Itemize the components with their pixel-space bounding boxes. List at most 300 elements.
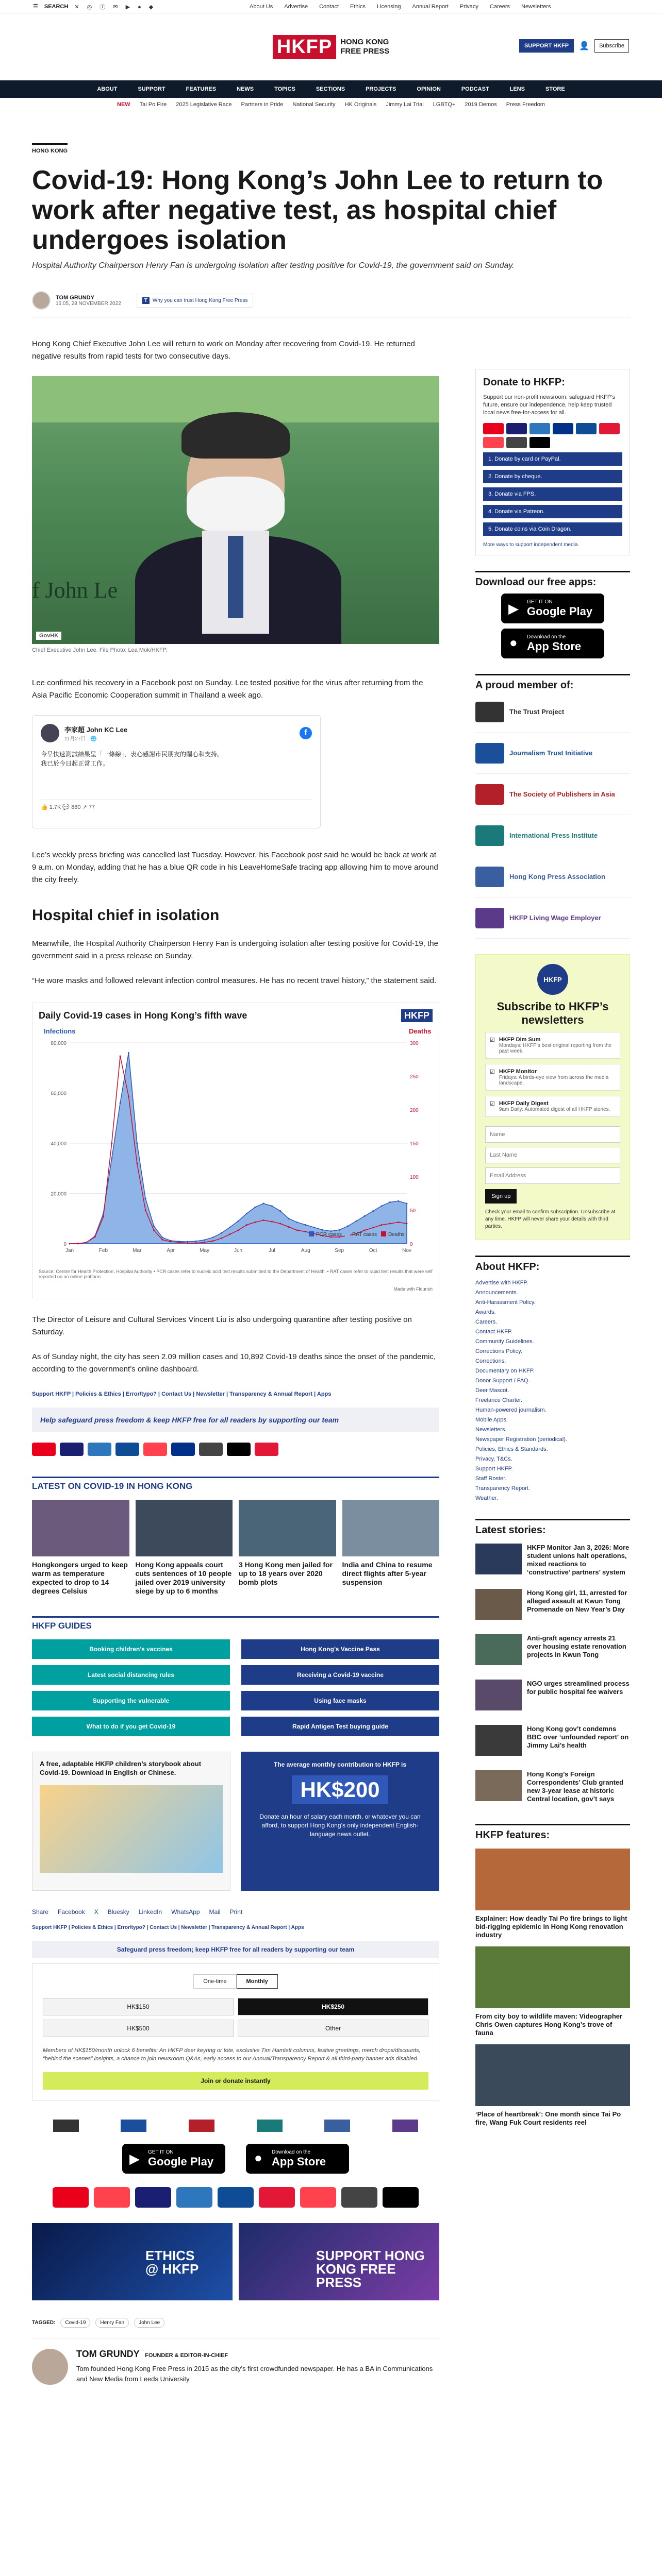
- x-tick: Jun: [234, 1248, 243, 1253]
- y-tick-right: 0: [410, 1242, 413, 1247]
- x-tick: Jul: [269, 1248, 275, 1253]
- as-small: Download on the: [527, 634, 566, 640]
- newsletter-signup-button[interactable]: Sign up: [485, 1189, 517, 1204]
- amount-option[interactable]: Other: [238, 2020, 428, 2037]
- donate-option[interactable]: 3. Donate via FPS.: [483, 487, 622, 501]
- guide-button[interactable]: Rapid Antigen Test buying guide: [241, 1717, 439, 1736]
- tab-monthly[interactable]: Monthly: [237, 1974, 278, 1989]
- section-heading: Hospital chief in isolation: [32, 907, 220, 924]
- covid-card-title[interactable]: 3 Hong Kong men jailed for up to 18 years over 2020 bomb plots: [239, 1561, 333, 1586]
- about-link[interactable]: Deer Mascot.: [475, 1387, 509, 1394]
- donate-promo[interactable]: [241, 1752, 439, 1891]
- latest-title[interactable]: HKFP Monitor Jan 3, 2026: More student unions halt operations, mixed reactions to ‘constructive’ partners’ system: [527, 1544, 630, 1576]
- y-tick-left: 80,000: [51, 1041, 67, 1046]
- guide-button[interactable]: What to do if you get Covid-19: [32, 1717, 230, 1736]
- death-point: [153, 1230, 155, 1231]
- trending-item[interactable]: Jimmy Lai Trial: [386, 101, 424, 108]
- article-title: Covid-19: Hong Kong’s John Lee to return to work after negative test, as hospital chief undergoes isolation: [32, 165, 603, 255]
- user-icon[interactable]: 👤: [579, 42, 590, 50]
- about-link[interactable]: Newsletters.: [475, 1427, 507, 1433]
- about-link[interactable]: Contact HKFP.: [475, 1329, 512, 1335]
- death-point: [161, 1239, 163, 1241]
- chart-source: Source: Centre for Health Protection, Hospital Authority • PCR cases refer to nucleic acid test results submitted to the Department of Health. • RAT cases refer to rapid test results that were self reported on an online platform.: [39, 1269, 433, 1279]
- page-container: [32, 111, 630, 2576]
- y-tick-right: 300: [410, 1041, 419, 1046]
- about-link[interactable]: Community Guidelines.: [475, 1338, 534, 1345]
- photo-tag: GovHK: [36, 632, 61, 640]
- infection-point: [398, 1200, 399, 1202]
- top-link-licensing[interactable]: Licensing: [377, 3, 401, 10]
- infection-point: [355, 1221, 357, 1222]
- search-link[interactable]: SEARCH: [44, 3, 69, 10]
- death-point: [212, 1240, 213, 1242]
- jti-logo: [121, 2120, 146, 2132]
- infection-point: [271, 1205, 273, 1207]
- join-button[interactable]: Join or donate instantly: [43, 2072, 428, 2090]
- fb-counts: 👍 1.7K 💬 880 ↗ 77: [41, 799, 312, 810]
- amex-icon: [529, 423, 550, 434]
- trending-item[interactable]: Tai Po Fire: [139, 101, 167, 108]
- feature-item[interactable]: [475, 2044, 630, 2127]
- app-store-button[interactable]: [246, 2144, 349, 2174]
- newsletter-option-desc: Mondays: HKFP’s best original reporting from the past week.: [499, 1043, 612, 1054]
- top-link-advertise[interactable]: Advertise: [284, 3, 308, 10]
- author-box: [32, 2338, 439, 2385]
- death-point: [86, 1242, 87, 1243]
- latest-thumb: [475, 1589, 522, 1620]
- nav-opinion[interactable]: OPINION: [417, 86, 441, 92]
- main-nav: [0, 80, 662, 98]
- tagged-label: TAGGED:: [32, 2320, 56, 2326]
- feature-item[interactable]: [475, 1946, 630, 2037]
- legend-swatch: [345, 1231, 350, 1236]
- covid-card[interactable]: [239, 1500, 336, 1596]
- unionpay-icon: [259, 2187, 295, 2208]
- donate-option[interactable]: 1. Donate by card or PayPal.: [483, 452, 622, 466]
- donate-promo-amount: HK$200: [292, 1775, 388, 1804]
- subscribe-button[interactable]: Subscribe: [594, 39, 629, 53]
- infection-point: [372, 1210, 374, 1212]
- donate-text: Support our non-profit newsroom: safeguard HKFP’s future, ensure our independence, help keep trusted local news free-for-access for all.: [483, 394, 615, 416]
- death-point: [263, 1219, 264, 1221]
- death-point: [69, 1243, 71, 1245]
- chart-credit[interactable]: Made with Flourish: [393, 1286, 433, 1292]
- feature-image: [475, 1946, 630, 2008]
- covid-heading: LATEST ON COVID-19 IN HONG KONG: [32, 1477, 439, 1492]
- right-axis-label: Deaths: [409, 1027, 432, 1035]
- gp-big: Google Play: [148, 2155, 214, 2168]
- share-linkedin[interactable]: LinkedIn: [138, 1908, 162, 1916]
- newsletter-widget: [475, 954, 630, 1240]
- top-link-ethics[interactable]: Ethics: [350, 3, 366, 10]
- x-tick: Oct: [369, 1248, 377, 1253]
- newsletter-field-name[interactable]: [485, 1126, 620, 1143]
- guide-button[interactable]: Hong Kong’s Vaccine Pass: [241, 1639, 439, 1659]
- donate-option[interactable]: 5. Donate coins via Coin Dragon.: [483, 522, 622, 536]
- newsletter-field-last-name[interactable]: [485, 1147, 620, 1163]
- nav-about[interactable]: ABOUT: [97, 86, 118, 92]
- as-small: Download on the: [272, 2149, 311, 2155]
- app-badges-main: [32, 2144, 439, 2174]
- covid-card[interactable]: [32, 1500, 129, 1596]
- death-point: [305, 1231, 306, 1232]
- infection-point: [103, 1213, 104, 1214]
- y-tick-right: 150: [410, 1141, 419, 1147]
- support-promo[interactable]: SUPPORT HONG KONG FREE PRESS: [239, 2223, 439, 2300]
- about-link[interactable]: Privacy, T&Cs.: [475, 1456, 512, 1462]
- x-tick: Mar: [133, 1248, 142, 1253]
- top-link-careers[interactable]: Careers: [489, 3, 510, 10]
- promo-row: [32, 1752, 439, 1891]
- newsletter-option-title: HKFP Monitor: [499, 1069, 537, 1075]
- trending-item[interactable]: 2025 Legislative Race: [176, 101, 232, 108]
- trust-link[interactable]: [137, 294, 254, 308]
- newsletter-note: Check your email to confirm subscription. Unsubscribe at any time. HKFP will never share your details with third parties.: [485, 1209, 616, 1229]
- feature-title[interactable]: ‘Place of heartbreak’: One month since Tai Po fire, Wang Fuk Court residents reel: [475, 2110, 621, 2126]
- checkbox[interactable]: ☑: [490, 1101, 495, 1107]
- about-link[interactable]: Mobile Apps.: [475, 1417, 508, 1423]
- top-link-newsletters[interactable]: Newsletters: [521, 3, 551, 10]
- guide-button[interactable]: Latest social distancing rules: [32, 1665, 230, 1685]
- site-logo[interactable]: [273, 35, 389, 59]
- sopa-logo: [189, 2120, 214, 2132]
- logo-line-2: FREE PRESS: [340, 47, 390, 56]
- newsletter-field-email-address[interactable]: [485, 1167, 620, 1184]
- member-name: Journalism Trust Initiative: [509, 749, 593, 757]
- paragraph: The Director of Leisure and Cultural Services Vincent Liu is also undergoing quarantine after testing positive on Saturday.: [32, 1315, 412, 1336]
- y-tick-left: 20,000: [51, 1191, 67, 1197]
- applepay-icon: [529, 437, 550, 448]
- byline: [32, 291, 630, 310]
- latest-title[interactable]: Anti-graft agency arrests 21 over housing estate renovation projects in Kwun Tong: [527, 1634, 626, 1658]
- infection-point: [238, 1221, 239, 1222]
- about-link[interactable]: Donor Support / FAQ.: [475, 1378, 530, 1384]
- paragraph: Lee confirmed his recovery in a Facebook post on Sunday. Lee tested positive for the virus after returning from the Asia Pacific Economic Cooperation summit in Thailand a week ago.: [32, 679, 423, 700]
- jcb-icon: [576, 423, 597, 434]
- visa-icon: [60, 1443, 84, 1456]
- infections-area: [70, 1053, 407, 1244]
- infection-point: [339, 1229, 340, 1231]
- tag-pill[interactable]: Henry Fan: [95, 2318, 129, 2328]
- latest-list: [475, 1544, 630, 1808]
- latest-item[interactable]: [475, 1544, 630, 1582]
- infection-point: [187, 1241, 188, 1243]
- trending-item[interactable]: Partners in Pride: [241, 101, 284, 108]
- masthead: [0, 13, 662, 80]
- newsletter-option-desc: 9am Daily: Automated digest of all HKFP stories.: [499, 1107, 610, 1112]
- trending-item[interactable]: Press Freedom: [506, 101, 545, 108]
- top-link-annual-report[interactable]: Annual Report: [412, 3, 449, 10]
- covid-card-title[interactable]: India and China to resume direct flights after 5-year suspension: [342, 1561, 433, 1586]
- trending-item[interactable]: LGBTQ+: [433, 101, 456, 108]
- trending-item[interactable]: HK Originals: [344, 101, 377, 108]
- x-tick: Nov: [402, 1248, 411, 1253]
- amount-option[interactable]: HK$250: [238, 1998, 428, 2015]
- nav-topics[interactable]: TOPICS: [274, 86, 295, 92]
- feature-title[interactable]: Explainer: How deadly Tai Po fire brings to light bid-rigging epidemic in Hong Kong renovation industry: [475, 1914, 627, 1939]
- member-logo: [475, 784, 504, 805]
- chart-logo: HKFP: [401, 1009, 433, 1022]
- newsletter-option[interactable]: [485, 1032, 620, 1059]
- facebook-embed[interactable]: [32, 715, 321, 828]
- trending-item[interactable]: National Security: [292, 101, 336, 108]
- share-x[interactable]: X: [94, 1908, 98, 1916]
- checkbox[interactable]: ☑: [490, 1037, 495, 1043]
- share-facebook[interactable]: Facebook: [58, 1908, 85, 1916]
- y-tick-right: 200: [410, 1108, 419, 1113]
- death-point: [406, 1223, 408, 1225]
- share-bluesky[interactable]: Bluesky: [107, 1908, 129, 1916]
- death-point: [187, 1242, 188, 1244]
- about-link[interactable]: Corrections Policy.: [475, 1348, 522, 1354]
- member-item[interactable]: [475, 815, 630, 856]
- article-photo[interactable]: [32, 376, 439, 644]
- latest-title[interactable]: Hong Kong’s Foreign Correspondents’ Club granted new 3-year lease at historic Central location, gov’t says: [527, 1770, 624, 1803]
- bottom-promos: [32, 2223, 439, 2300]
- paragraph: Meanwhile, the Hospital Authority Chairperson Henry Fan is undergoing isolation after testing positive for Covid-19, the government said in a press release on Sunday.: [32, 939, 438, 960]
- latest-title[interactable]: NGO urges streamlined process for public hospital fee waivers: [527, 1680, 630, 1696]
- about-link[interactable]: Newspaper Registration (periodical).: [475, 1436, 567, 1443]
- death-point: [103, 1216, 104, 1218]
- member-list: [475, 691, 630, 939]
- share-whatsapp[interactable]: WhatsApp: [171, 1908, 200, 1916]
- infection-point: [313, 1227, 315, 1228]
- support-button[interactable]: SUPPORT HKFP: [519, 39, 574, 53]
- covid-card-title[interactable]: Hong Kong appeals court cuts sentences of 10 people jailed over 2019 university siege by up to 6 months: [135, 1561, 232, 1595]
- photo-caption: Chief Executive John Lee. File Photo: Lea Mok/HKFP.: [32, 647, 168, 653]
- covid-card-title[interactable]: Hongkongers urged to keep warm as temperature expected to drop to 14 degrees Celsius: [32, 1561, 128, 1595]
- infection-point: [221, 1232, 222, 1234]
- infection-point: [161, 1236, 163, 1238]
- tag-row: [32, 2318, 439, 2328]
- latest-item[interactable]: [475, 1770, 630, 1808]
- death-point: [94, 1236, 96, 1238]
- guide-button[interactable]: Supporting the vulnerable: [32, 1691, 230, 1710]
- death-point: [398, 1222, 399, 1223]
- about-link[interactable]: Announcements.: [475, 1290, 518, 1296]
- mastercard-icon: [32, 1443, 56, 1456]
- nav-projects[interactable]: PROJECTS: [366, 86, 396, 92]
- about-link[interactable]: Advertise with HKFP.: [475, 1280, 528, 1286]
- about-link[interactable]: Corrections.: [475, 1358, 506, 1364]
- about-link[interactable]: Policies, Ethics & Standards.: [475, 1446, 548, 1452]
- about-link[interactable]: Anti-Harassment Policy.: [475, 1299, 536, 1306]
- chart-title: Daily Covid-19 cases in Hong Kong’s fifth wave: [39, 1010, 247, 1021]
- latest-item[interactable]: [475, 1680, 630, 1718]
- covid-card-image: [342, 1500, 440, 1556]
- infection-point: [128, 1052, 129, 1054]
- covid-card[interactable]: [342, 1500, 440, 1596]
- author-avatar[interactable]: [32, 291, 51, 310]
- about-link[interactable]: Documentary on HKFP.: [475, 1368, 535, 1374]
- member-item[interactable]: [475, 733, 630, 774]
- legend-label: Deaths: [388, 1232, 405, 1238]
- form-banner[interactable]: Safeguard press freedom; keep HKFP free for all readers by supporting our team: [32, 1941, 439, 1958]
- paypal-icon: [94, 2187, 130, 2208]
- patreon-icon: [300, 2187, 336, 2208]
- applepay-icon: [227, 1443, 251, 1456]
- google-play-button[interactable]: [122, 2144, 225, 2174]
- tag-pill[interactable]: Covid-19: [60, 2318, 90, 2328]
- member-item[interactable]: [475, 897, 630, 939]
- member-name: International Press Institute: [509, 832, 598, 839]
- about-list: [475, 1278, 630, 1503]
- covid-card[interactable]: [136, 1500, 233, 1596]
- ethics-promo[interactable]: ETHICS @ HKFP: [32, 2223, 233, 2300]
- member-benefits: Members of HK$150/month unlock 6 benefits: An HKFP deer keyring or tote, exclusive Tim Hamlett columns, festive greetings, merch drops/discounts, “behind the scenes” insights, a chance to join newsroom Q&As, early access to our Annual/Transparency Report & all third-party banner ads disabled.: [43, 2047, 421, 2062]
- storybook-promo[interactable]: [32, 1752, 230, 1891]
- paypal-icon: [171, 1443, 195, 1456]
- nav-support[interactable]: SUPPORT: [138, 86, 166, 92]
- donate-options: [483, 452, 622, 536]
- latest-thumb: [475, 1544, 522, 1574]
- member-item[interactable]: [475, 856, 630, 897]
- death-point: [296, 1230, 298, 1231]
- top-link-about-us[interactable]: About Us: [250, 3, 273, 10]
- latest-item[interactable]: [475, 1634, 630, 1672]
- apple-icon: ●: [509, 635, 518, 650]
- trending-item[interactable]: 2019 Demos: [465, 101, 497, 108]
- member-item[interactable]: [475, 691, 630, 733]
- nav-store[interactable]: STORE: [545, 86, 565, 92]
- newsletter-option-title: HKFP Daily Digest: [499, 1100, 549, 1107]
- latest-item[interactable]: [475, 1725, 630, 1763]
- living-wage-logo: [392, 2120, 418, 2132]
- article-body: [32, 338, 439, 2385]
- member-title: A proud member of:: [475, 674, 630, 691]
- support-links[interactable]: Support HKFP | Policies & Ethics | Error/typo? | Contact Us | Newsletter | Transparency & Annual Report | Apps: [32, 1391, 332, 1397]
- nav-features[interactable]: FEATURES: [186, 86, 217, 92]
- feature-item[interactable]: [475, 1849, 630, 1939]
- nav-podcast[interactable]: PODCAST: [461, 86, 489, 92]
- top-link-contact[interactable]: Contact: [319, 3, 339, 10]
- feature-image: [475, 1849, 630, 1910]
- patreon-icon: [143, 1443, 167, 1456]
- amount-option[interactable]: HK$500: [43, 2020, 234, 2037]
- infection-point: [195, 1241, 197, 1242]
- about-link[interactable]: Careers.: [475, 1319, 498, 1325]
- latest-thumb: [475, 1770, 522, 1801]
- donate-title: Donate to HKFP:: [483, 377, 565, 388]
- trust-label: Why you can trust Hong Kong Free Press: [152, 297, 248, 303]
- latest-item[interactable]: [475, 1589, 630, 1627]
- fb-text-2: 我已於今日起正常工作。: [41, 760, 109, 767]
- death-point: [170, 1241, 172, 1243]
- fb-name: 李家超 John KC Lee: [64, 726, 128, 734]
- infection-point: [288, 1218, 290, 1219]
- author-box-name[interactable]: TOM GRUNDY: [76, 2349, 140, 2359]
- infection-point: [153, 1225, 155, 1227]
- donate-option[interactable]: 4. Donate via Patreon.: [483, 505, 622, 518]
- infection-point: [204, 1239, 205, 1241]
- checkbox[interactable]: ☑: [490, 1069, 495, 1075]
- storybook-image: [40, 1785, 223, 1873]
- donate-option[interactable]: 2. Donate by cheque.: [483, 470, 622, 483]
- death-point: [145, 1210, 146, 1211]
- latest-title[interactable]: Hong Kong girl, 11, arrested for alleged assault at Kwun Tong Promenade on New Year’s Day: [527, 1589, 627, 1613]
- article-kicker[interactable]: HONG KONG: [32, 143, 68, 154]
- share-print[interactable]: Print: [229, 1908, 243, 1916]
- nav-news[interactable]: NEWS: [237, 86, 254, 92]
- infection-point: [111, 1158, 112, 1159]
- member-name: HKFP Living Wage Employer: [509, 914, 601, 922]
- latest-title[interactable]: Hong Kong gov’t condemns BBC over ‘unfounded report’ on Jimmy Lai’s health: [527, 1725, 629, 1749]
- guide-button[interactable]: Receiving a Covid-19 vaccine: [241, 1665, 439, 1685]
- infection-point: [254, 1207, 256, 1208]
- newsletter-options: [485, 1032, 620, 1117]
- covid-card-image: [32, 1500, 129, 1556]
- google-play-button[interactable]: [501, 594, 604, 623]
- infection-point: [136, 1143, 138, 1144]
- support-links-2[interactable]: Support HKFP | Policies & Ethics | Error/typo? | Contact Us | Newsletter | Transparency & Annual Report | Apps: [32, 1925, 304, 1930]
- death-point: [372, 1227, 374, 1228]
- member-item[interactable]: [475, 774, 630, 815]
- guide-button[interactable]: Using face masks: [241, 1691, 439, 1710]
- feature-title[interactable]: From city boy to wildlife maven: Videographer Chris Owen captures Hong Kong’s trove of fauna: [475, 2012, 623, 2037]
- facebook-icon[interactable]: f: [300, 727, 312, 739]
- infection-point: [322, 1229, 323, 1231]
- app-store-button[interactable]: [501, 629, 604, 658]
- about-link[interactable]: Human-powered journalism.: [475, 1407, 547, 1413]
- newsletter-title: Subscribe to HKFP’s newsletters: [496, 1000, 609, 1026]
- top-link-privacy[interactable]: Privacy: [459, 3, 478, 10]
- infection-point: [279, 1210, 281, 1212]
- about-link[interactable]: Transparency Report.: [475, 1485, 530, 1492]
- tag-pill[interactable]: John Lee: [134, 2318, 164, 2328]
- newsletter-option[interactable]: [485, 1064, 620, 1091]
- author-photo[interactable]: [32, 2349, 68, 2385]
- legend-label: PCR cases: [316, 1232, 342, 1238]
- covid-card-image: [136, 1500, 233, 1556]
- about-link[interactable]: Staff Roster.: [475, 1476, 507, 1482]
- y-tick-left: 0: [63, 1242, 67, 1247]
- guide-button[interactable]: Booking children’s vaccines: [32, 1639, 230, 1659]
- social-icons[interactable]: ✕ ◎ ⓕ ✉ ▶ ● ◆: [74, 4, 157, 10]
- article-date: 16:05, 28 NOVEMBER 2022: [56, 300, 121, 307]
- nav-lens[interactable]: LENS: [509, 86, 525, 92]
- about-link[interactable]: Weather.: [475, 1495, 498, 1501]
- infection-point: [364, 1215, 366, 1217]
- donate-promo-text: Donate an hour of salary each month, or whatever you can afford, to support Hong Kong’s only independent English-language news outlet.: [259, 1813, 421, 1838]
- about-link[interactable]: Awards.: [475, 1309, 496, 1315]
- ipi-logo: [257, 2120, 283, 2132]
- death-point: [128, 1096, 129, 1097]
- top-bar: [0, 0, 662, 13]
- menu-icon[interactable]: ☰: [33, 4, 38, 10]
- infection-point: [305, 1224, 306, 1226]
- more-ways-link[interactable]: More ways to support independent media.: [483, 542, 580, 548]
- tab-one-time[interactable]: One-time: [193, 1974, 236, 1989]
- author-name[interactable]: TOM GRUNDY: [56, 294, 94, 301]
- newsletter-option[interactable]: [485, 1096, 620, 1117]
- death-point: [136, 1163, 138, 1164]
- donate-form: [32, 1963, 439, 2100]
- jcb-icon: [115, 1443, 139, 1456]
- about-link[interactable]: Freelance Charter.: [475, 1397, 523, 1403]
- donate-payment-icons: [483, 423, 622, 448]
- amount-option[interactable]: HK$150: [43, 1998, 234, 2015]
- help-banner[interactable]: Help safeguard press freedom & keep HKFP free for all readers by supporting our team: [32, 1408, 439, 1432]
- legend-swatch: [309, 1231, 314, 1236]
- share-mail[interactable]: Mail: [209, 1908, 221, 1916]
- covid-chart[interactable]: [32, 1003, 439, 1298]
- about-link[interactable]: Support HKFP.: [475, 1466, 513, 1472]
- y-tick-left: 40,000: [51, 1141, 67, 1147]
- amount-grid: [43, 1998, 428, 2037]
- features-list: [475, 1849, 630, 2127]
- nav-sections[interactable]: SECTIONS: [316, 86, 345, 92]
- trending-bar: [0, 98, 662, 111]
